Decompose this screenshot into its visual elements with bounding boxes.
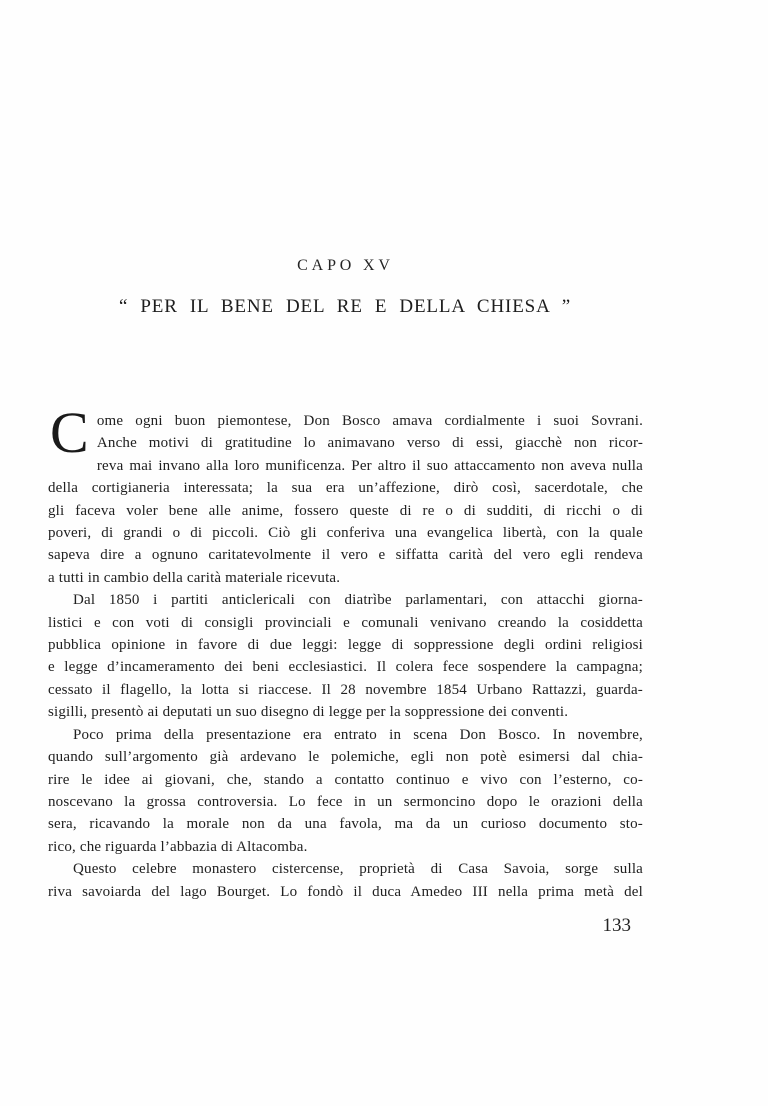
paragraph (48, 724, 643, 858)
text-line: noscevano la grossa controversia. Lo fece in un sermoncino dopo le orazioni della (48, 793, 643, 810)
text-line: reva mai invano alla loro munificenza. Per altro il suo attaccamento non aveva nulla (96, 457, 643, 474)
text-line: listici e con voti di consigli provinciali e comunali venivano creando la cosiddetta (48, 614, 643, 631)
text-line: sapeva dire a ognuno caritatevolmente il vero e siffatta carità del vero egli rendeva (48, 547, 643, 564)
text-line: Dal 1850 i partiti anticlericali con diatrìbe parlamentari, con attacchi giorna- (73, 592, 643, 609)
text-line: sera, ricavando la morale non da una favola, ma da un curioso documento sto- (48, 816, 643, 833)
text-line: Anche motivi di gratitudine lo animavano verso di essi, giacchè non ricor- (96, 435, 643, 452)
paragraph (48, 400, 643, 589)
page-number: 133 (602, 915, 631, 936)
text-line: cessato il flagello, la lotta si riaccese. Il 28 novembre 1854 Urbano Rattazzi, guarda- (48, 681, 643, 698)
drop-cap: C (50, 400, 89, 465)
text-line: poveri, di grandi o di piccoli. Ciò gli conferiva una evangelica libertà, con la quale (48, 525, 643, 542)
text-line: riva savoiarda del lago Bourget. Lo fondò il duca Amedeo III nella prima metà del (48, 883, 643, 900)
text-line: della cortigianeria interessata; la sua era un’affezione, dirò così, sacerdotale, che (48, 480, 643, 497)
text-line: quando sull’argomento già ardevano le polemiche, egli non potè esimersi dal chia- (48, 749, 643, 766)
paragraph (48, 589, 643, 723)
text-line: gli faceva voler bene alle anime, fossero queste di re o di sudditi, di ricchi o di (48, 502, 643, 519)
text-line: pubblica opinione in favore di due leggi: legge di soppressione degli ordini religiosi (48, 637, 643, 654)
text-line: rico, che riguarda l’abbazia di Altacomba. (48, 838, 308, 855)
text-line: Poco prima della presentazione era entrato in scena Don Bosco. In novembre, (73, 726, 643, 743)
paragraph (48, 858, 643, 903)
text-line: e legge d’incameramento dei beni ecclesiastici. Il colera fece sospendere la campagna; (48, 659, 643, 676)
chapter-heading: CAPO XV (297, 257, 394, 274)
body-text (48, 400, 643, 903)
text-line: sigilli, presentò ai deputati un suo disegno di legge per la soppressione dei conventi. (48, 704, 569, 721)
text-line: a tutti in cambio della carità materiale ricevuta. (48, 569, 341, 586)
text-line: rire le idee ai giovani, che, stando a contatto continuo e vivo con l’esterno, co- (48, 771, 643, 788)
text-line: Questo celebre monastero cistercense, proprietà di Casa Savoia, sorge sulla (73, 861, 643, 878)
chapter-title: “ PER IL BENE DEL RE E DELLA CHIESA ” (119, 296, 571, 317)
text-line: Come ogni buon piemontese, Don Bosco amava cordialmente i suoi Sovrani. (50, 400, 643, 465)
